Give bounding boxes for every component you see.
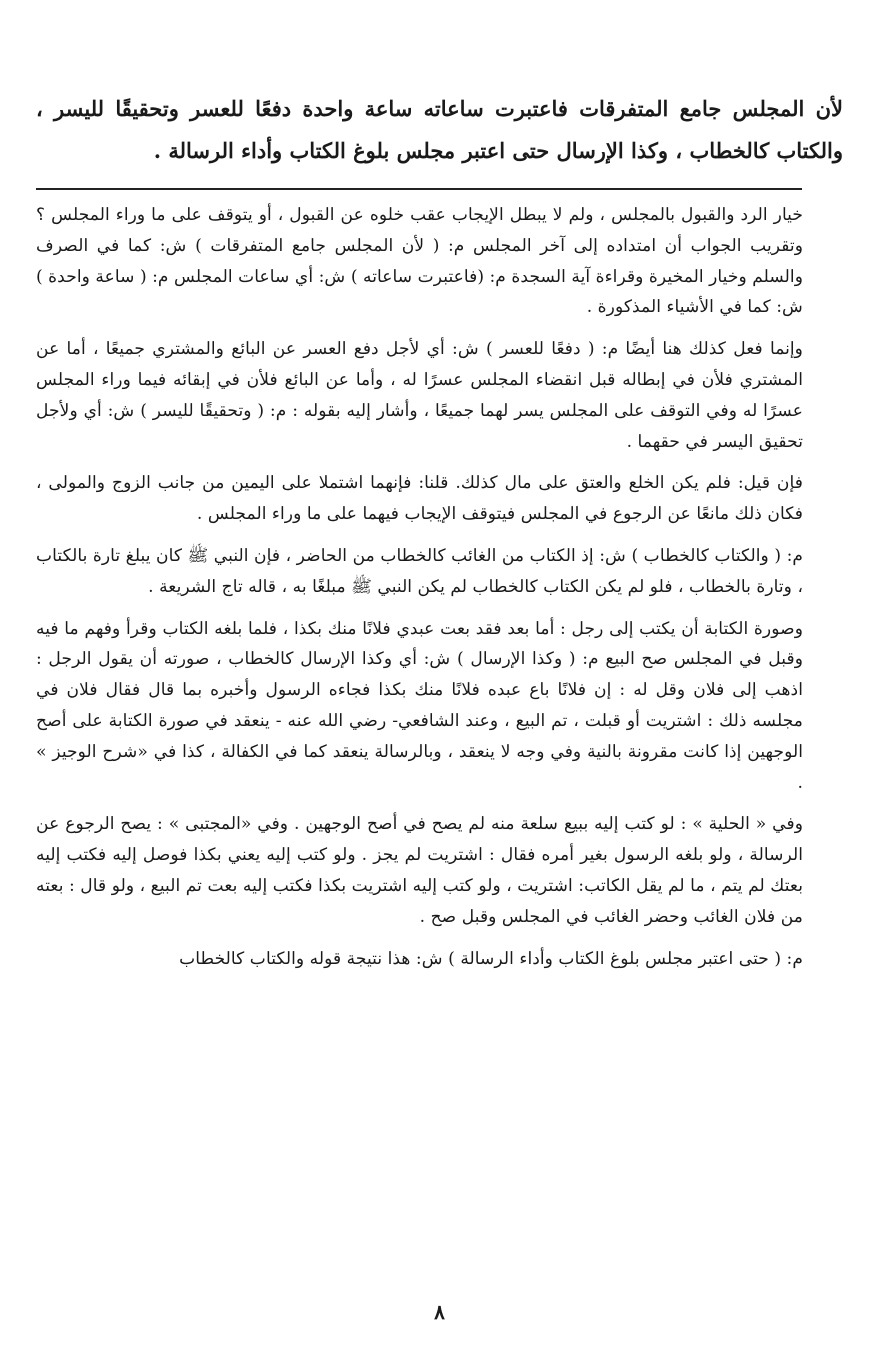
commentary-paragraph: م: ( والكتاب كالخطاب ) ش: إذ الكتاب من الغائب كالخطاب من الحاضر ، فإن النبي ﷺ كان يبلغ تارة بالكتاب ، وتارة بالخطاب ، فلو لم يكن الكتاب كالخطاب لم يكن النبي ﷺ مبلغًا به ، قاله تاج الشريعة . [36,545,803,597]
commentary-paragraph: فإن قيل: فلم يكن الخلع والعتق على مال كذلك. قلنا: فإنهما اشتملا على اليمين من جانب الزوج والمولى ، فكان ذلك مانعًا عن الرجوع في المجلس فيتوقف الإيجاب فيهما على ما وراء المجلس . [36,473,803,525]
commentary-paragraph: وإنما فعل كذلك هنا أيضًا م: ( دفعًا للعسر ) ش: أي لأجل دفع العسر عن البائع والمشتري جميعًا ، أما عن المشتري فلأن في إبطاله قبل انقضاء المجلس عسرًا له ، وأما عن البائع فلأن في إبقائه فيما وراء المجلس عسرًا له وفي التوقف على المجلس يسر لهما جميعًا ، وأشار إليه بقوله : م: ( وتحقيقًا لليسر ) ش: أي ولأجل تحقيق اليسر في حقهما . [36,339,803,452]
commentary-paragraph: خيار الرد والقبول بالمجلس ، ولم لا يبطل الإيجاب عقب خلوه عن القبول ، أو يتوقف على ما وراء المجلس ؟ وتقريب الجواب أن امتداده إلى آخر المجلس م: ( لأن المجلس جامع المتفرقات ) ش: كما في الصرف والسلم وخيار المخيرة وقراءة آية السجدة م: (فاعتبرت ساعاته ) ش: أي ساعات المجلس م: ( ساعة واحدة ) ش: كما في الأشياء المذكورة . [36,205,803,318]
commentary-paragraph: وفي « الحلية » : لو كتب إليه ببيع سلعة منه لم يصح في أصح الوجهين . وفي «المجتبى » : يصح الرجوع عن الرسالة ، ولو بلغه الرسول بغير أمره فقال : اشتريت لم يجز . ولو كتب إليه يعني بكذا فوصل إليه فكتب إليه بعتك لم يتم ، ما لم يقل الكاتب: اشتريت ، ولو كتب إليه اشتريت بكذا فكتب إليه بعت تم البيع ، ولو قال : بعته من فلان الغائب وحضر الغائب في المجلس وقبل صح . [36,814,803,927]
main-text: لأن المجلس جامع المتفرقات فاعتبرت ساعاته ساعة واحدة دفعًا للعسر وتحقيقًا لليسر ، والكتاب كالخطاب ، وكذا الإرسال حتى اعتبر مجلس بلوغ الكتاب وأداء الرسالة . [36,96,843,163]
separator-rule [36,188,802,190]
commentary-paragraph: م: ( حتى اعتبر مجلس بلوغ الكتاب وأداء الرسالة ) ش: هذا نتيجة قوله والكتاب كالخطاب [179,948,803,969]
commentary [36,200,803,985]
page-number: ٨ [434,1300,445,1324]
commentary-paragraph: وصورة الكتابة أن يكتب إلى رجل : أما بعد فقد بعت عبدي فلانًا منك بكذا ، فلما بلغه الكتاب وقرأ وفهم ما فيه وقبل في المجلس صح البيع م: ( وكذا الإرسال ) ش: أي وكذا الإرسال كالخطاب ، صورته أن يقول الرجل : اذهب إلى فلان وقل له : إن فلانًا باع عبده فلانًا منك بكذا فجاءه الرسول وأخبره بما قال فقال فلان في مجلسه ذلك : اشتريت أو قبلت ، تم البيع ، وعند الشافعي- رضي الله عنه - ينعقد في صورة الكتابة على أصح الوجهين إذا كانت مقرونة بالنية وفي وجه لا ينعقد ، وبالرسالة ينعقد كما في الكفالة ، كذا في «شرح الوجيز » . [36,618,803,793]
